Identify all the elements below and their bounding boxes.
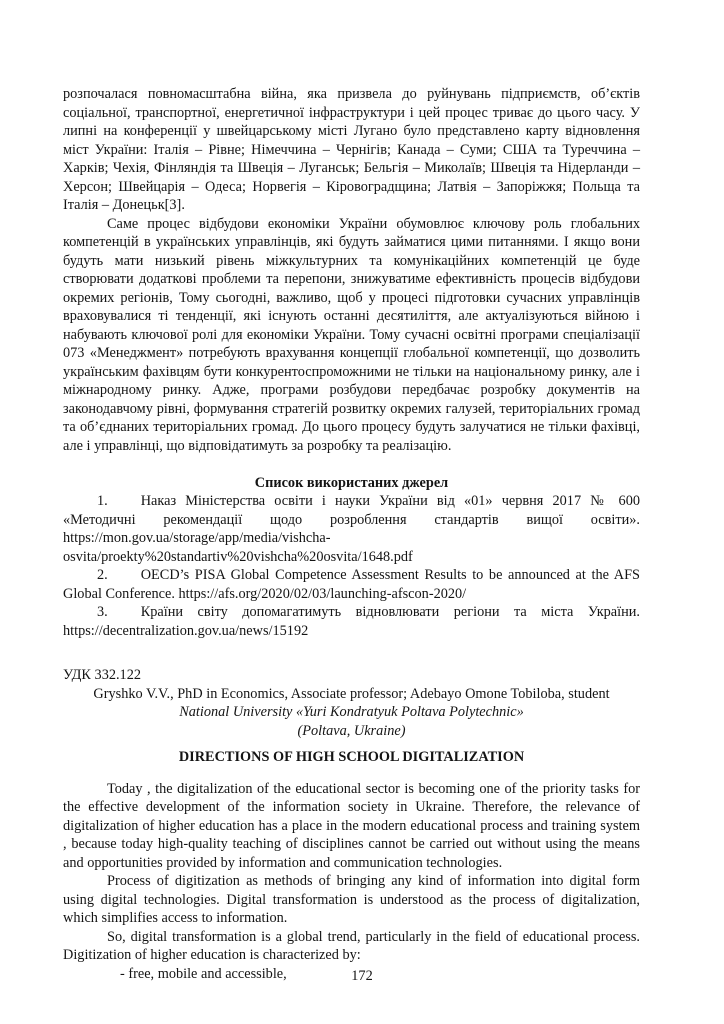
reference-item xyxy=(63,566,640,603)
paragraph: Саме процес відбудови економіки України обумовлює ключову роль глобальних компетенцій в українських управлінців, які будуть займатися цими питаннями. І якщо вони будуть мати низький рівень міжкультурних та комунікаційних компетенцій це буде створювати додаткові проблеми та перепони, знижуватиме ефективність процесів відбудови окремих регіонів, Тому сьогодні, важливо, щоб у процесі підготовки сучасних управлінців враховувалися ті тенденції, які існують останні десятиліття, але актуалізуються війною і набувають ключової ролі для економіки України. Тому сучасні освітні програми спеціалізації 073 «Менеджмент» потребують врахування концепції глобальної компетенції, що дозволить українським фахівцям бути конкурентоспроможними не тільки на національному ринку, але і міжнародному ринку. Адже, програми розбудови передбачає розробку документів на законодавчому рівні, формування стратегій розвитку окремих галузей, територіальних громад та об’єднаних територіальних громад. До цього процесу будуть залучатися не тільки фахівці, але і управлінці, що відповідатимуть за розробку та реалізацію. xyxy=(63,215,640,454)
authors-line: Gryshko V.V., PhD in Economics, Associate professor; Adebayo Omone Tobiloba, student xyxy=(93,685,610,702)
next-article-header xyxy=(63,666,640,740)
paragraph: Process of digitization as methods of bringing any kind of information into digital form using digital technologies. Digital transformation is understood as the process of digitalization, which simplifies access to information. xyxy=(63,873,640,926)
reference-text: Наказ Міністерства освіти і науки України від «01» червня 2017 № 600 «Методичні рекомендації щодо розроблення стандартів вищої освіти». https://mon.gov.ua/storage/app/media/vishcha-osvita/proekty%20standartiv%20vishcha%20osvita/1648.pdf xyxy=(63,493,640,565)
reference-number: 3. xyxy=(97,604,108,620)
page-content xyxy=(63,85,640,983)
reference-text: OECD’s PISA Global Competence Assessment Results to be announced at the AFS Global Conference. https://afs.org/2020/02/03/launching-afscon-2020/ xyxy=(63,567,640,602)
paragraph: So, digital transformation is a global trend, particularly in the field of educational process. Digitization of higher education is characterized by: xyxy=(63,928,640,963)
article-title: DIRECTIONS OF HIGH SCHOOL DIGITALIZATION xyxy=(178,749,525,765)
reference-text: Країни світу допомагатимуть відновлювати регіони та міста України. https://decentralization.gov.ua/news/15192 xyxy=(63,604,640,639)
location-line: (Poltava, Ukraine) xyxy=(297,722,406,739)
continued-paragraph: розпочалася повномасштабна війна, яка призвела до руйнувань підприємств, об’єктів соціальної, транспортної, енергетичної інфраструктури і цей процес триває до цього часу. У липні на конференції у швейцарському місті Лугано було представлено карту відновлення міст України: Італія – Рівне; Німеччина – Чернігів; Канада – Суми; США та Туреччина – Харків; Чехія, Фінляндія та Швеція – Луганськ; Бельгія – Миколаїв; Швеція та Нідерланди – Херсон; Швейцарія – Одеса; Норвегія – Кіровоградщина; Латвія – Запоріжжя; Польща та Італія – Донецьк[3]. xyxy=(63,86,640,213)
list-item: - free, mobile and accessible, xyxy=(120,965,287,982)
references-heading: Список використаних джерел xyxy=(254,474,449,491)
affiliation-line: National University «Yuri Kondratyuk Poltava Polytechnic» xyxy=(179,704,524,720)
udc-code: УДК 332.122 xyxy=(63,667,142,683)
reference-item xyxy=(63,492,640,566)
reference-item xyxy=(63,603,640,640)
references-list xyxy=(63,492,640,640)
page-number: 172 xyxy=(351,967,373,984)
reference-number: 2. xyxy=(97,567,108,583)
paragraph: Today , the digitalization of the educational sector is becoming one of the priority tasks for the effective development of the information society in Ukraine. Therefore, the relevance of digitalization of higher education has a place in the modern educational process and training system , because today high-quality teaching of disciplines cannot be carried out without using the means and opportunities provided by information and communication technologies. xyxy=(63,780,640,871)
reference-number: 1. xyxy=(97,493,108,509)
